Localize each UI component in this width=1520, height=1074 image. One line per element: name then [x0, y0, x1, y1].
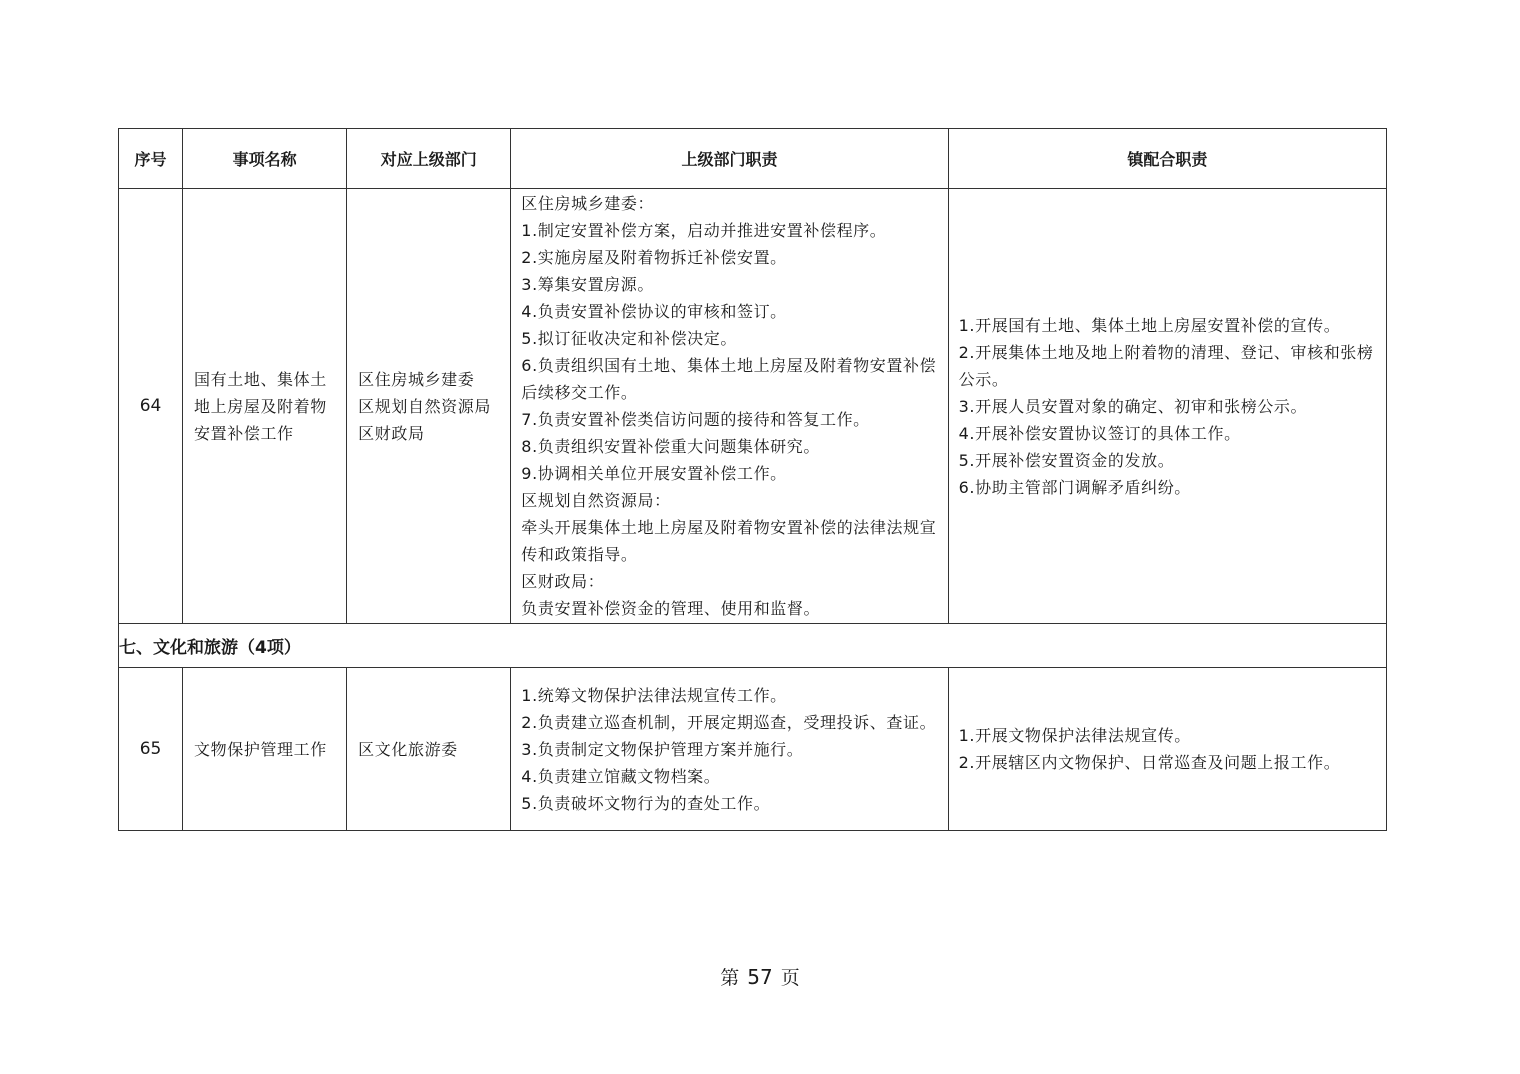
town-duties	[948, 189, 1386, 624]
header-item-name: 事项名称	[183, 129, 347, 189]
duty-line: 区财政局：	[521, 572, 605, 591]
duty-line: 6.负责组织国有土地、集体土地上房屋及附着物安置补偿后续移交工作。	[521, 356, 937, 402]
footer-suffix: 页	[780, 967, 800, 989]
section-title: 七、文化和旅游（4项）	[119, 624, 1387, 668]
duty-line: 3.开展人员安置对象的确定、初审和张榜公示。	[958, 396, 1308, 416]
duty-line: 4.开展补偿安置协议签订的具体工作。	[958, 423, 1241, 443]
upper-duties	[511, 189, 948, 624]
duty-line: 8.负责组织安置补偿重大问题集体研究。	[521, 437, 820, 456]
duty-line: 5.拟订征收决定和补偿决定。	[521, 329, 737, 348]
duty-line: 9.协调相关单位开展安置补偿工作。	[521, 464, 787, 483]
page-footer	[0, 963, 1520, 990]
dept-item: 区财政局	[358, 423, 425, 443]
duty-line: 2.开展集体土地及地上附着物的清理、登记、审核和张榜公示。	[958, 342, 1374, 389]
header-no: 序号	[119, 129, 183, 189]
table-row	[119, 668, 1387, 831]
duty-line: 7.负责安置补偿类信访问题的接待和答复工作。	[521, 410, 870, 429]
dept-list	[347, 189, 511, 624]
duty-line: 1.开展文物保护法律法规宣传。	[958, 726, 1191, 745]
duty-line: 3.负责制定文物保护管理方案并施行。	[521, 739, 804, 759]
duty-line: 5.开展补偿安置资金的发放。	[958, 450, 1175, 470]
section-row	[119, 624, 1387, 668]
duty-line: 负责安置补偿资金的管理、使用和监督。	[521, 599, 821, 618]
dept-list	[347, 668, 511, 831]
duty-line: 2.实施房屋及附着物拆迁补偿安置。	[521, 248, 787, 267]
header-upper-duties: 上级部门职责	[511, 129, 948, 189]
duty-line: 1.开展国有土地、集体土地上房屋安置补偿的宣传。	[958, 315, 1341, 335]
duty-line: 区规划自然资源局：	[521, 491, 671, 510]
duty-line: 4.负责安置补偿协议的审核和签订。	[521, 302, 787, 321]
header-town-duties: 镇配合职责	[948, 129, 1386, 189]
upper-duties	[511, 668, 948, 831]
duty-line: 3.筹集安置房源。	[521, 275, 654, 294]
header-upper-dept: 对应上级部门	[347, 129, 511, 189]
row-number: 64	[119, 189, 183, 624]
table-row	[119, 189, 1387, 624]
duty-line: 区住房城乡建委：	[521, 194, 655, 213]
duty-line: 4.负责建立馆藏文物档案。	[521, 766, 721, 786]
dept-item: 区住房城乡建委	[358, 369, 475, 389]
duty-line: 牵头开展集体土地上房屋及附着物安置补偿的法律法规宣传和政策指导。	[521, 518, 937, 564]
dept-item: 区规划自然资源局	[358, 396, 491, 416]
duty-line: 1.统筹文物保护法律法规宣传工作。	[521, 685, 787, 705]
dept-item: 区文化旅游委	[358, 739, 458, 759]
responsibility-table	[118, 128, 1387, 831]
town-duties	[948, 668, 1386, 831]
duty-line: 6.协助主管部门调解矛盾纠纷。	[958, 477, 1191, 497]
duty-line: 5.负责破坏文物行为的查处工作。	[521, 793, 771, 813]
row-number: 65	[119, 668, 183, 831]
duty-line: 2.开展辖区内文物保护、日常巡查及问题上报工作。	[958, 753, 1341, 772]
item-name: 国有土地、集体土地上房屋及附着物安置补偿工作	[183, 189, 347, 624]
duty-line: 2.负责建立巡查机制，开展定期巡查，受理投诉、查证。	[521, 712, 937, 732]
item-name: 文物保护管理工作	[183, 668, 347, 831]
page-number: 57	[747, 965, 773, 989]
table-header-row	[119, 129, 1387, 189]
footer-prefix: 第	[720, 967, 740, 989]
duty-line: 1.制定安置补偿方案，启动并推进安置补偿程序。	[521, 221, 887, 240]
